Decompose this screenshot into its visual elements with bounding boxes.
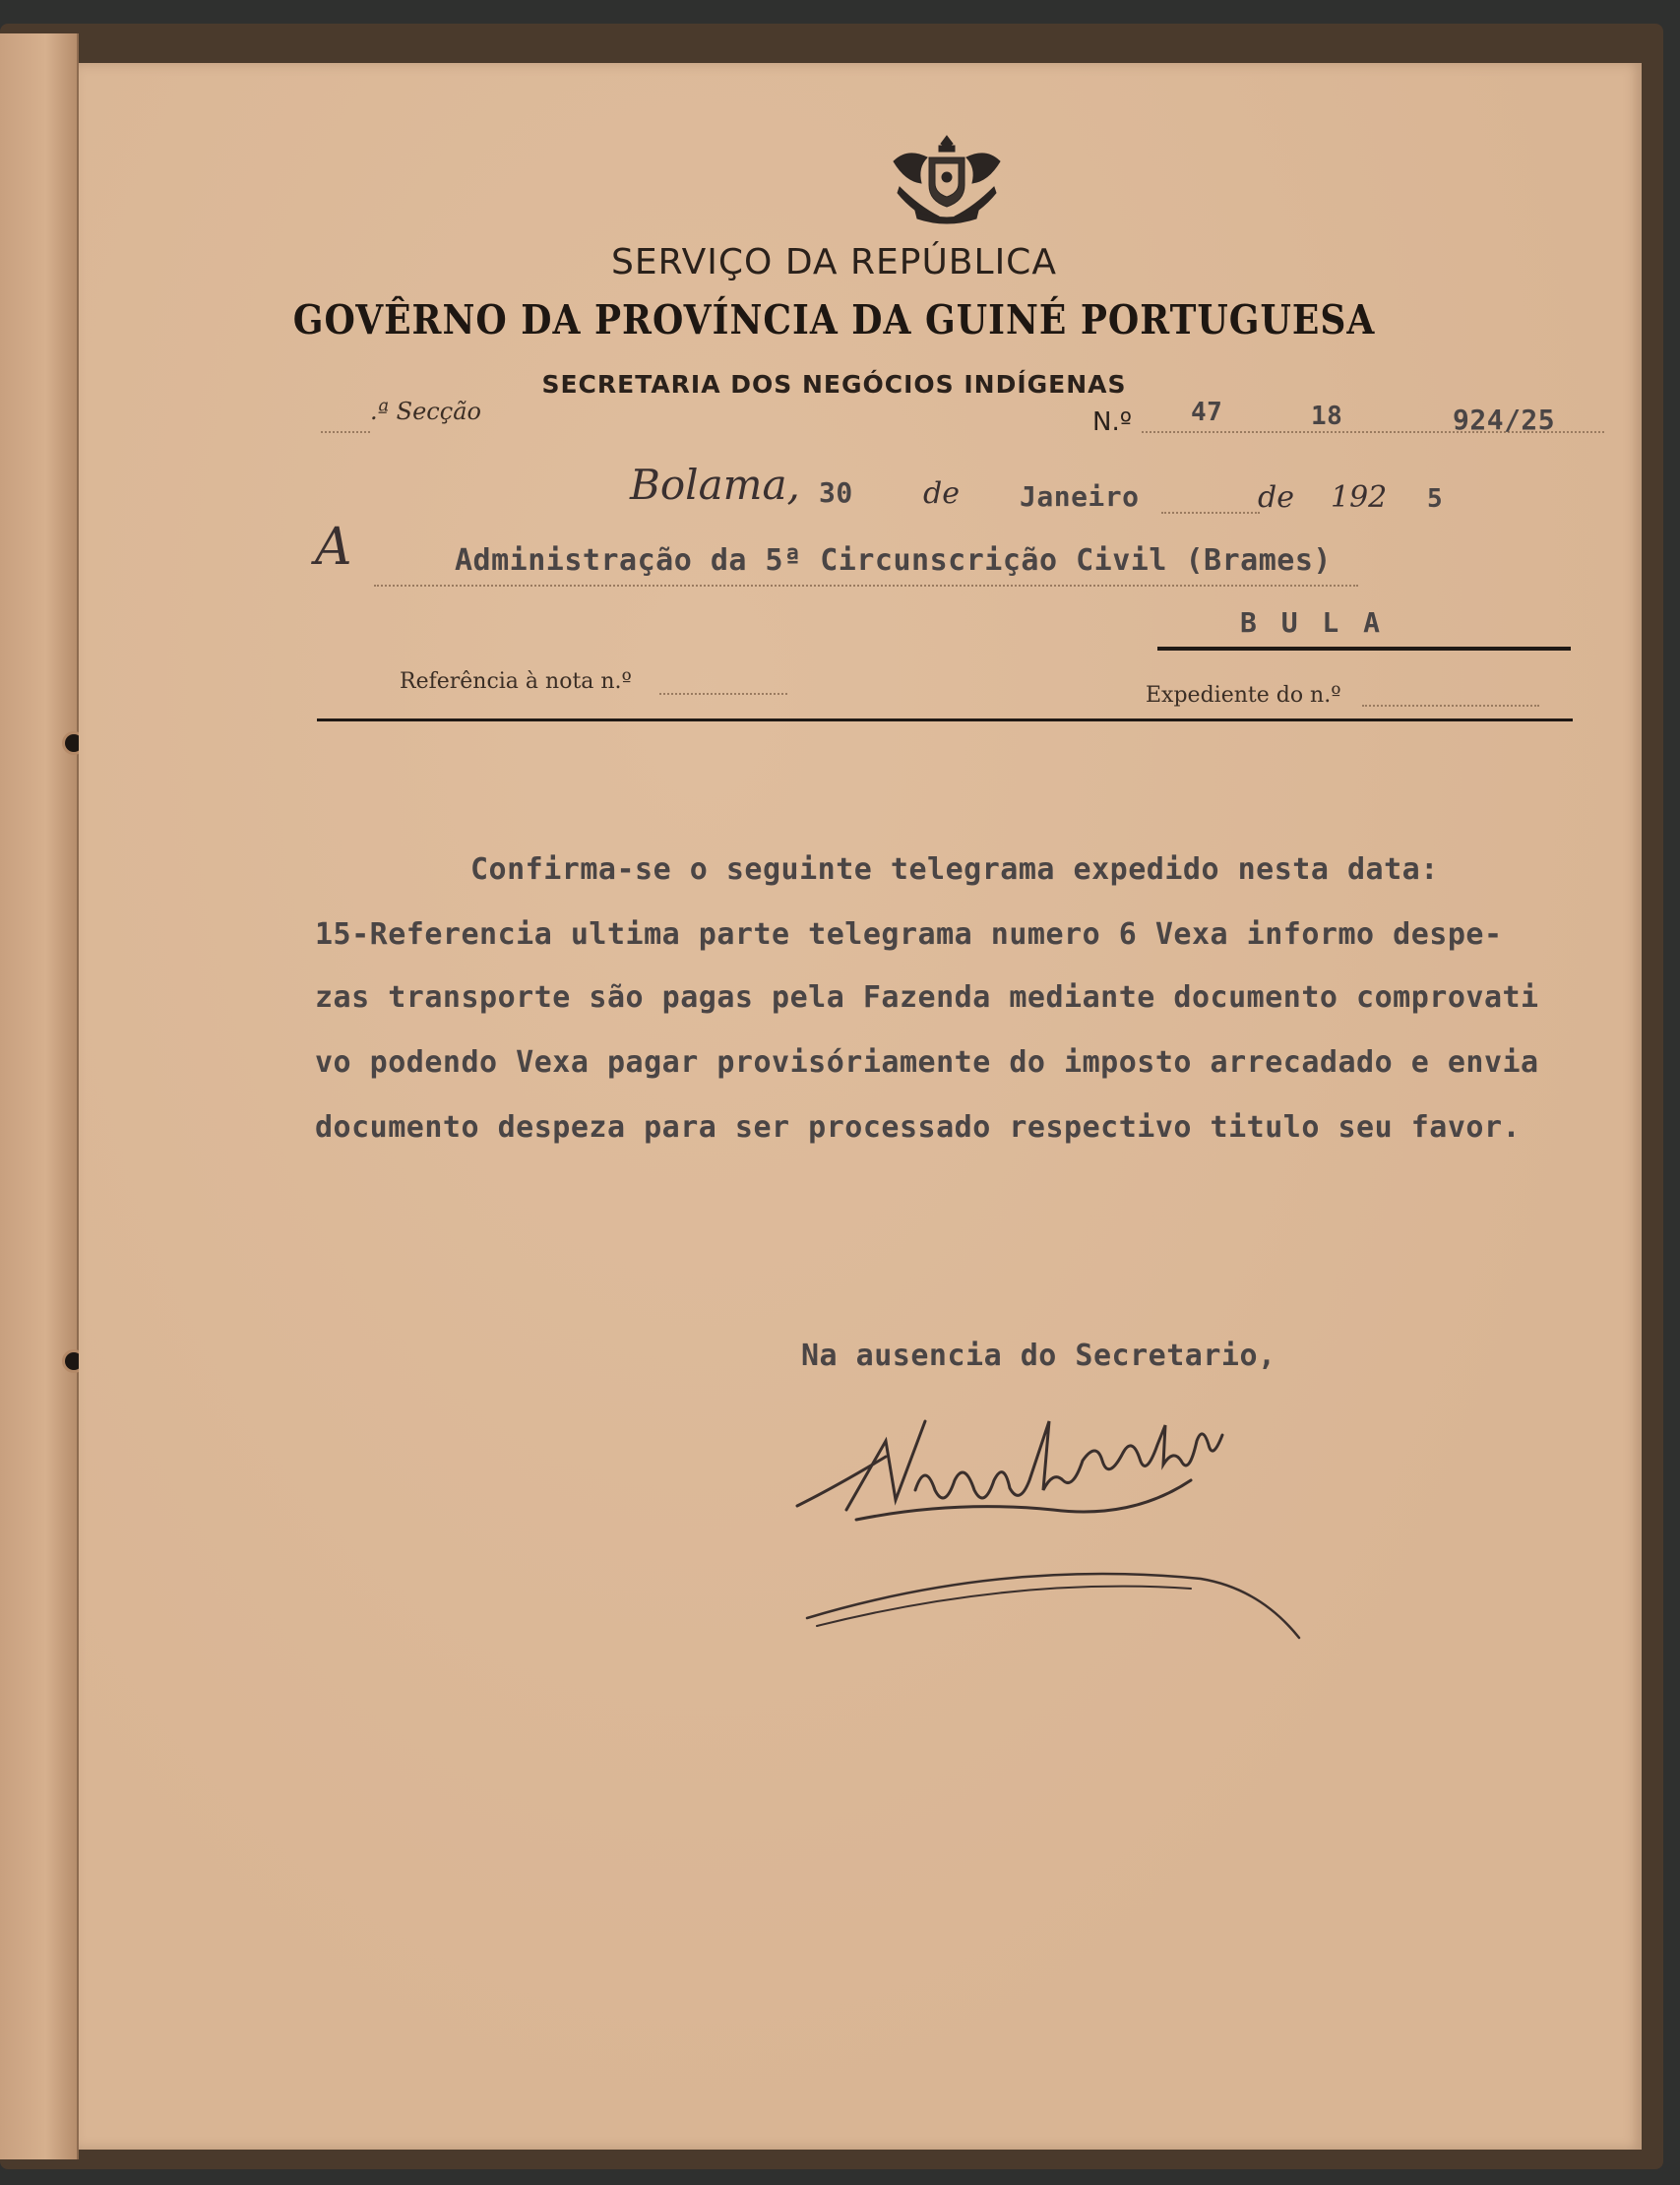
date-de-1: de: [923, 476, 960, 511]
body-line-5: documento despeza para ser processado respectivo titulo seu favor.: [315, 1110, 1522, 1145]
body-line-4: vo podendo Vexa pagar provisóriamente do imposto arrecadado e envia: [315, 1045, 1539, 1080]
addressee-location: B U L A: [1240, 606, 1385, 639]
coat-of-arms-emblem: [886, 132, 1008, 228]
header-separator-rule: [317, 718, 1573, 721]
number-sub: 18: [1311, 402, 1343, 431]
expediente-label: Expediente do n.º: [1146, 683, 1341, 708]
number-value: 47: [1191, 398, 1223, 427]
expediente-dotted-line: [1362, 705, 1539, 707]
addressee-underline: [1157, 647, 1571, 651]
body-line-1: Confirma-se o seguinte telegrama expedido nesta data:: [470, 852, 1439, 887]
section-label: .ª Secção: [370, 398, 481, 425]
document-page: [79, 63, 1642, 2150]
number-ref: 924/25: [1453, 404, 1556, 436]
date-dotted-line: [1161, 512, 1260, 514]
handwritten-signature: [787, 1402, 1338, 1657]
closing-text: Na ausencia do Secretario,: [801, 1339, 1276, 1373]
left-page-edge: [0, 33, 79, 2159]
date-year-prefix: 192: [1331, 480, 1388, 515]
reference-dotted-line: [659, 693, 787, 695]
date-de-2: de: [1258, 480, 1294, 515]
service-title: SERVIÇO DA REPÚBLICA: [611, 242, 1057, 282]
secretariat-title: SECRETARIA DOS NEGÓCIOS INDÍGENAS: [541, 370, 1127, 399]
body-line-3: zas transporte são pagas pela Fazenda mediante documento comprovati: [315, 980, 1539, 1015]
section-dots: [321, 406, 370, 433]
government-title: GOVÊRNO DA PROVÍNCIA DA GUINÉ PORTUGUESA: [292, 295, 1376, 344]
body-line-2: 15-Referencia ultima parte telegrama numero 6 Vexa informo despe-: [315, 917, 1503, 952]
addressee-dotted-line: [374, 585, 1358, 587]
date-year-digit: 5: [1427, 484, 1444, 514]
reference-label: Referência à nota n.º: [400, 669, 632, 694]
addressee-name: Administração da 5ª Circunscrição Civil (Brames): [455, 543, 1332, 578]
date-month: Janeiro: [1020, 480, 1140, 513]
date-day: 30: [819, 476, 853, 509]
number-label: N.º: [1092, 407, 1132, 437]
place-name: Bolama,: [630, 461, 800, 509]
addressee-prefix: A: [315, 518, 352, 577]
